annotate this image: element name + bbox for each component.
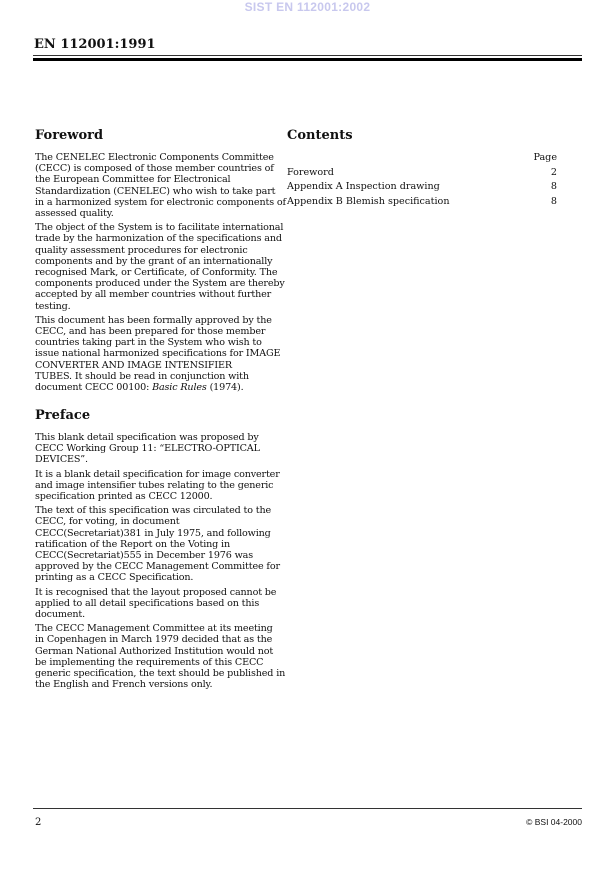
text-line: CECC Working Group 11: “ELECTRO-OPTICAL — [35, 443, 260, 455]
paragraph — [35, 432, 280, 466]
toc-entry[interactable] — [287, 196, 557, 211]
text-line: The object of the System is to facilitate international — [35, 222, 284, 234]
toc-entry-page: 8 — [550, 181, 557, 193]
text-line: the European Committee for Electronical — [35, 174, 231, 186]
text-line: CONVERTER AND IMAGE INTENSIFIER — [35, 359, 232, 371]
toc-entry-label[interactable]: Appendix B Blemish specification — [287, 196, 450, 208]
preface-body — [35, 432, 286, 693]
text-line: applied to all detail specifications based on this — [35, 597, 260, 609]
text-line: It is a blank detail specification for image converter — [35, 468, 280, 480]
text-line: CECC(Secretariat)381 in July 1975, and following — [35, 527, 271, 539]
text-line: components and by the grant of an internationally — [35, 255, 273, 267]
text-line: This blank detail specification was proposed by — [35, 432, 259, 443]
toc-page-header — [287, 152, 557, 167]
text-line: trade by the harmonization of the specifications and — [35, 233, 282, 245]
table-of-contents — [287, 152, 557, 211]
text-line: The CECC Management Committee at its meeting — [35, 623, 273, 635]
text-line: TUBES. It should be read in conjunction with — [35, 370, 249, 382]
text-line: document CECC 00100: Basic Rules (1974). — [35, 382, 244, 394]
text-line: This document has been formally approved by the — [35, 314, 272, 326]
watermark: SIST EN 112001:2002 — [244, 0, 371, 14]
text-line: Standardization (CENELEC) who wish to take part — [35, 185, 276, 197]
page-number: 2 — [35, 817, 42, 828]
toc-entry-page: 8 — [550, 196, 557, 208]
text-line: printing as a CECC Specification. — [35, 572, 194, 584]
text-line: countries taking part in the System who wish to — [35, 337, 262, 349]
text-line: The text of this specification was circulated to the — [35, 505, 272, 517]
paragraph — [35, 315, 280, 393]
text-line: testing. — [35, 300, 71, 312]
paragraph — [35, 505, 280, 583]
header-rule-thin — [33, 55, 582, 56]
text-line: German National Authorized Institution would not — [35, 645, 274, 657]
foreword-heading: Foreword — [35, 128, 104, 143]
text-line: issue national harmonized specifications for IMAGE — [35, 348, 281, 360]
text-line: specification printed as CECC 12000. — [35, 491, 213, 503]
paragraph — [35, 469, 280, 503]
footer-rule — [33, 808, 582, 809]
preface-heading: Preface — [35, 408, 91, 423]
text-line: (CECC) is composed of those member countries of — [35, 163, 274, 175]
text-line: quality assessment procedures for electronic — [35, 244, 248, 256]
text-line: CECC, and has been prepared for those member — [35, 326, 266, 338]
text-line: document. — [35, 609, 85, 621]
text-line: The CENELEC Electronic Components Committee — [35, 152, 274, 163]
paragraph — [35, 222, 285, 312]
toc-entry-page: 2 — [550, 166, 557, 178]
text-line: accepted by all member countries without further — [35, 289, 272, 301]
header-rule-thick — [33, 58, 582, 61]
text-line: components produced under the System are thereby — [35, 278, 285, 290]
text-line: DEVICES”. — [35, 454, 88, 466]
text-line: ratification of the Report on the Voting in — [35, 538, 230, 550]
toc-page-column-label: Page — [533, 152, 557, 163]
text-line: It is recognised that the layout proposed cannot be — [35, 586, 277, 598]
text-line: in Copenhagen in March 1979 decided that as the — [35, 634, 273, 646]
text-line: be implementing the requirements of this CECC — [35, 656, 264, 668]
text-line: CECC(Secretariat)555 in December 1976 was — [35, 550, 254, 562]
document-id-header: EN 112001:1991 — [34, 37, 156, 52]
contents-heading: Contents — [287, 128, 353, 143]
paragraph — [35, 623, 286, 691]
text-line: assessed quality. — [35, 208, 114, 220]
paragraph — [35, 587, 280, 621]
toc-entry[interactable] — [287, 181, 557, 196]
text-line: recognised Mark, or Certificate, of Conformity. The — [35, 267, 278, 279]
text-line: generic specification, the text should be published in — [35, 668, 286, 680]
toc-entry-label[interactable]: Foreword — [287, 166, 334, 178]
toc-entry[interactable] — [287, 167, 557, 182]
text-line: and image intensifier tubes relating to the generic — [35, 479, 274, 491]
foreword-body — [35, 152, 286, 396]
text-line: CECC, for voting, in document — [35, 516, 180, 528]
text-line: in a harmonized system for electronic components of — [35, 196, 286, 208]
text-line: approved by the CECC Management Committee for — [35, 561, 280, 573]
toc-entry-label[interactable]: Appendix A Inspection drawing — [287, 181, 440, 193]
paragraph — [35, 152, 286, 220]
copyright-notice: © BSI 04-2000 — [526, 817, 582, 827]
text-line: the English and French versions only. — [35, 679, 213, 691]
